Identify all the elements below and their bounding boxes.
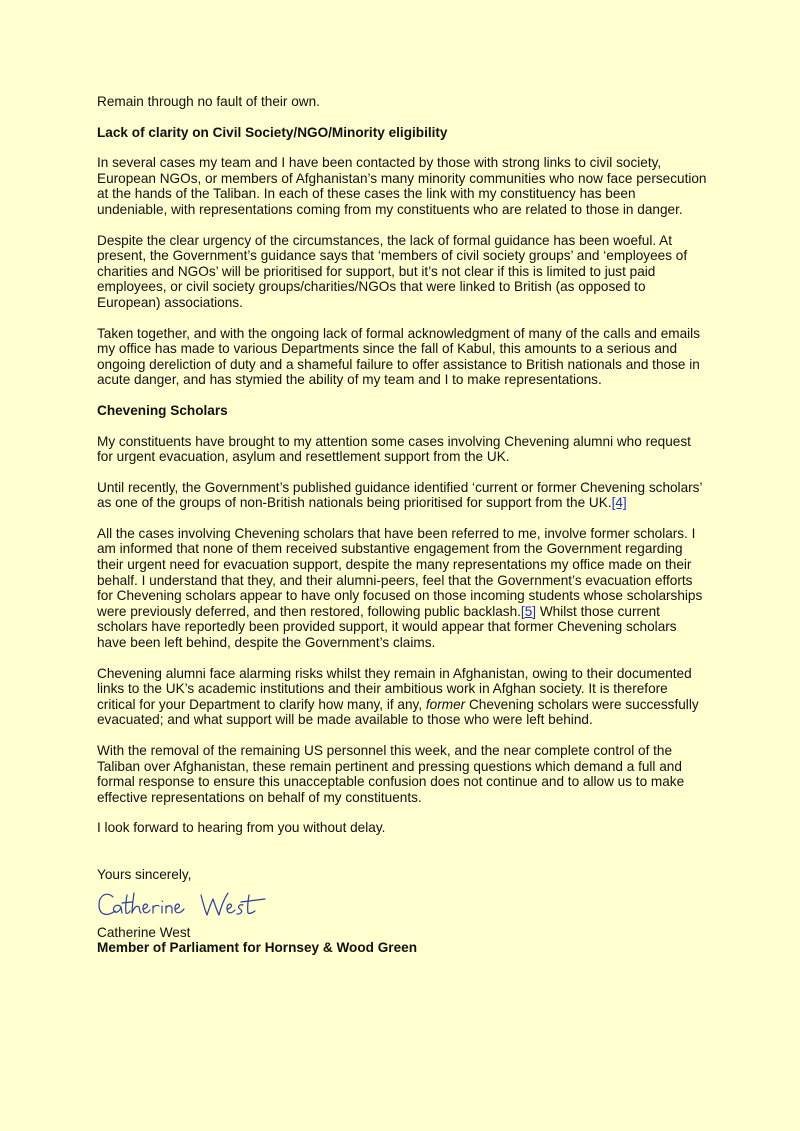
paragraph-alumni-risks	[97, 666, 709, 728]
paragraph-former-scholars-text-a: All the cases involving Chevening scholars that have been referred to me, involve former scholars. I am informed that none of them received substantive engagement from the Government regarding their urgent need for evacuation support, despite the many representations my office made on their behalf. I understand that they, and their alumni-peers, feel that the Government’s evacuation efforts for Chevening scholars appear to have only focused on those incoming students whose scholarships were previously deferred, and then restored, following public backlash.	[97, 525, 703, 619]
signatory-title: Member of Parliament for Hornsey & Wood Green	[97, 940, 418, 956]
paragraph-guidance: Despite the clear urgency of the circumstances, the lack of formal guidance has been woeful. At present, the Government’s guidance says that ‘members of civil society groups’ and ‘employees of charities and NGOs’ will be prioritised for support, but it’s not clear if this is limited to just paid employees, or civil society groups/charities/NGOs that were linked to British (as opposed to European) associations.	[97, 232, 688, 310]
section-heading-chevening: Chevening Scholars	[97, 402, 228, 418]
section-heading-civil-society: Lack of clarity on Civil Society/NGO/Minority eligibility	[97, 124, 448, 140]
paragraph-former-scholars-text-b: Whilst those current scholars have reportedly been provided support, it would appear that former Chevening scholars have been left behind, despite the Government’s claims.	[97, 603, 677, 651]
paragraph-closing: I look forward to hearing from you without delay.	[97, 820, 386, 836]
paragraph-dereliction: Taken together, and with the ongoing lack of formal acknowledgment of many of the calls and emails my office has made to various Departments since the fall of Kabul, this amounts to a serious and ongoing dereliction of duty and a shameful failure to offer assistance to British nationals and those in acute danger, and has stymied the ability of my team and I to make representations.	[97, 325, 701, 388]
paragraph-continuation: Remain through no fault of their own.	[97, 94, 320, 109]
footnote-link-4[interactable]: [4]	[611, 495, 627, 511]
paragraph-alumni-risks-text-b: Chevening scholars were successfully evacuated; and what support will be made available to those who were left behind.	[97, 696, 699, 728]
footnote-link-5[interactable]: [5]	[520, 603, 537, 619]
paragraph-us-personnel: With the removal of the remaining US personnel this week, and the near complete control of the Taliban over Afghanistan, these remain pertinent and pressing questions which demand a full and formal response to ensure this unacceptable confusion does not continue and to allow us to make effective representations on behalf of my constituents.	[97, 743, 685, 805]
paragraph-former-scholars	[97, 526, 709, 651]
paragraph-published-guidance-text: Until recently, the Government’s published guidance identified ‘current or former Chevening scholars’ as one of the groups of non-British nationals being prioritised for support from the UK.	[97, 479, 702, 511]
signatory-name: Catherine West	[97, 924, 191, 940]
handwritten-signature	[97, 883, 267, 925]
emphasis-former: former	[425, 696, 466, 712]
signoff: Yours sincerely,	[97, 866, 192, 882]
paragraph-alumni-risks-text-a: Chevening alumni face alarming risks whilst they remain in Afghanistan, owing to their documented links to the UK’s academic institutions and their ambitious work in Afghan society. It is therefore critical for your Department to clarify how many, if any,	[97, 665, 692, 712]
paragraph-civil-society-cases: In several cases my team and I have been contacted by those with strong links to civil society, European NGOs, or members of Afghanistan’s many minority communities who now face persecution at the hands of the Taliban. In each of these cases the link with my constituency has been undeniable, with representations coming from my constituents who are related to those in danger.	[97, 155, 707, 217]
letter-body	[97, 94, 709, 956]
paragraph-published-guidance	[97, 480, 709, 511]
paragraph-chevening-alumni: My constituents have brought to my attention some cases involving Chevening alumni who request for urgent evacuation, asylum and resettlement support from the UK.	[97, 433, 691, 465]
